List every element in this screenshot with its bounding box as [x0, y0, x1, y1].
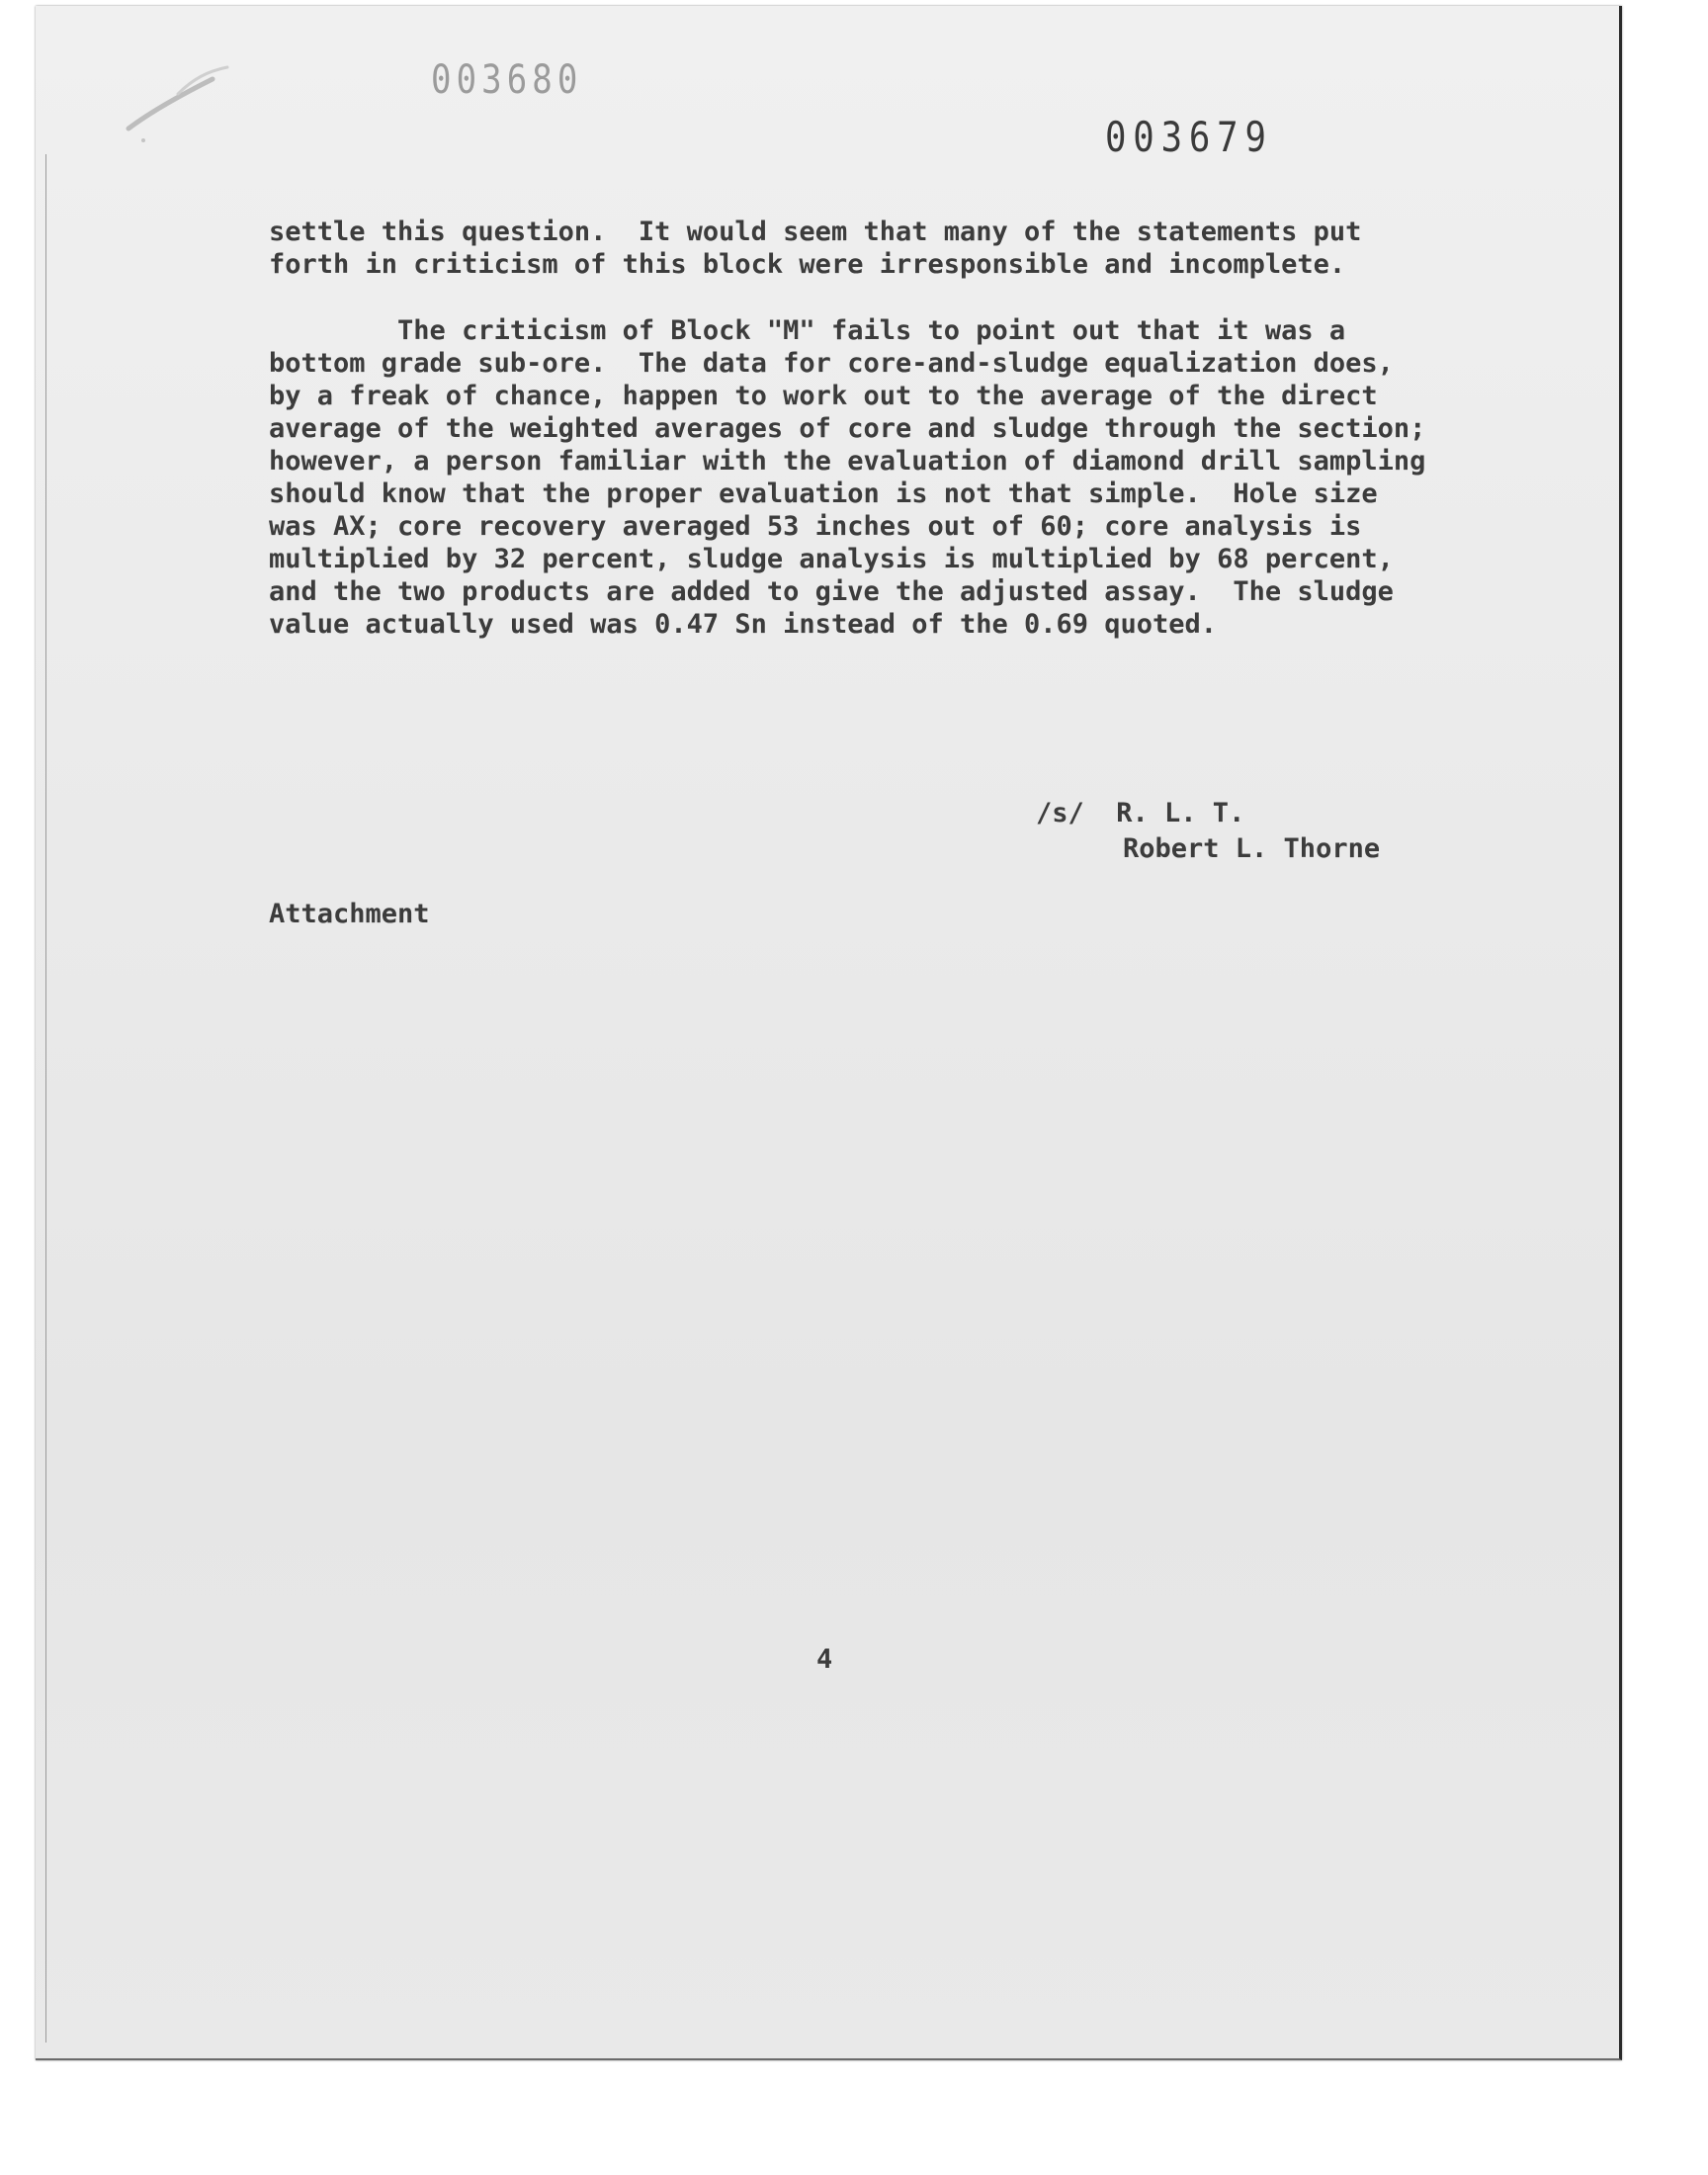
- signature-name: Robert L. Thorne: [1123, 833, 1381, 864]
- scan-smudge-mark: [119, 59, 237, 148]
- text-line: settle this question. It would seem that many of the statements put: [269, 217, 1362, 247]
- scan-edge-line: [45, 154, 46, 2043]
- attachment-label: Attachment: [269, 899, 430, 929]
- text-line: was AX; core recovery averaged 53 inches out of 60; core analysis is: [269, 511, 1362, 542]
- text-line: by a freak of chance, happen to work out to the average of the direct: [269, 381, 1378, 411]
- paragraph-2: [269, 314, 1425, 641]
- paragraph-1: [269, 216, 1361, 281]
- page-number: 4: [816, 1644, 833, 1675]
- scanned-page: [36, 6, 1622, 2060]
- text-line: value actually used was 0.47 Sn instead of the 0.69 quoted.: [269, 609, 1218, 640]
- document-stamp-number: 003679: [1105, 113, 1273, 161]
- signature-initials: /s/ R. L. T.: [1036, 798, 1245, 828]
- text-line: and the two products are added to give the adjusted assay. The sludge: [269, 576, 1394, 607]
- text-line: multiplied by 32 percent, sludge analysis is multiplied by 68 percent,: [269, 544, 1394, 574]
- text-line: bottom grade sub-ore. The data for core-and-sludge equalization does,: [269, 348, 1394, 379]
- text-line: should know that the proper evaluation is not that simple. Hole size: [269, 478, 1378, 509]
- text-line: however, a person familiar with the evaluation of diamond drill sampling: [269, 446, 1426, 477]
- ghost-document-number: 003680: [431, 57, 583, 103]
- text-line: average of the weighted averages of core and sludge through the section;: [269, 413, 1426, 444]
- text-line: The criticism of Block "M" fails to point out that it was a: [269, 315, 1346, 346]
- text-line: forth in criticism of this block were irresponsible and incomplete.: [269, 249, 1346, 280]
